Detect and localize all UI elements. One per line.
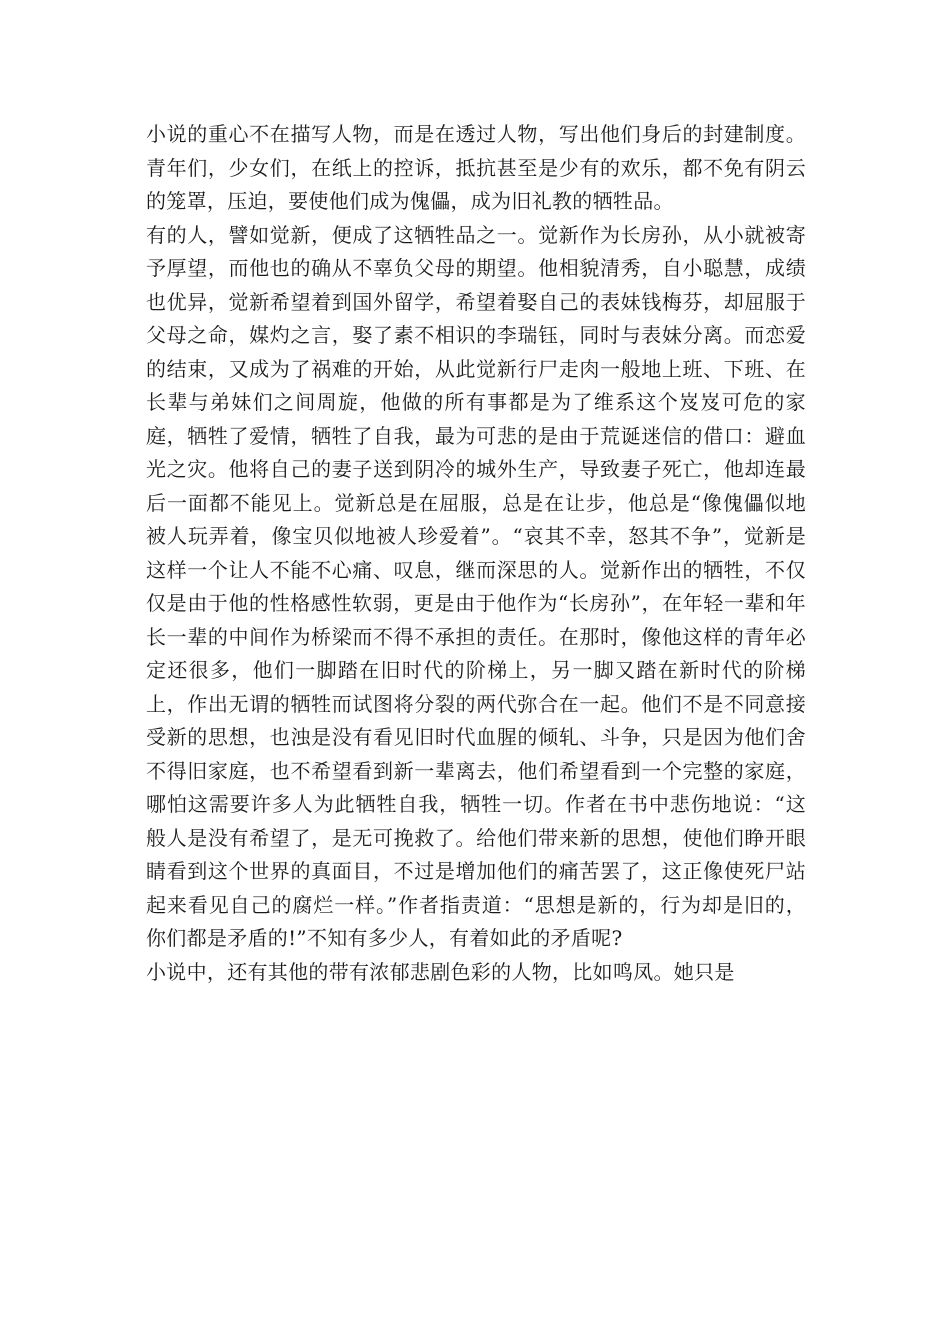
document-body bbox=[146, 118, 806, 989]
paragraph: 小说中，还有其他的带有浓郁悲剧色彩的人物，比如鸣凤。她只是 bbox=[146, 959, 735, 984]
paragraph: 小说的重心不在描写人物，而是在透过人物，写出他们身后的封建制度。青年们，少女们，在纸上的控诉，抵抗甚至是少有的欢乐，都不免有阴云的笼罩，压迫，要使他们成为傀儡，成为旧礼教的牺牲品。 bbox=[146, 122, 806, 213]
paragraph: 有的人，譬如觉新，便成了这牺牲品之一。觉新作为长房孙，从小就被寄予厚望，而他也的确从不辜负父母的期望。他相貌清秀，自小聪慧，成绩也优异，觉新希望着到国外留学，希望着娶自己的表妹钱梅芬，却屈服于父母之命，媒灼之言，娶了素不相识的李瑞钰，同时与表妹分离。而恋爱的结束，又成为了祸难的开始，从此觉新行尸走肉一般地上班、下班、在长辈与弟妹们之间周旋，他做的所有事都是为了维系这个岌岌可危的家庭，牺牲了爱情，牺牲了自我，最为可悲的是由于荒诞迷信的借口：避血光之灾。他将自己的妻子送到阴冷的城外生产，导致妻子死亡，他却连最后一面都不能见上。觉新总是在屈服，总是在让步，他总是“像傀儡似地被人玩弄着，像宝贝似地被人珍爱着”。“哀其不幸，怒其不争”，觉新是这样一个让人不能不心痛、叹息，继而深思的人。觉新作出的牺牲，不仅仅是由于他的性格感性软弱，更是由于他作为“长房孙”，在年轻一辈和年长一辈的中间作为桥梁而不得不承担的责任。在那时，像他这样的青年必定还很多，他们一脚踏在旧时代的阶梯上，另一脚又踏在新时代的阶梯上，作出无谓的牺牲而试图将分裂的两代弥合在一起。他们不是不同意接受新的思想，也浊是没有看见旧时代血腥的倾轧、斗争，只是因为他们舍不得旧家庭，也不希望看到新一辈离去，他们希望看到一个完整的家庭，哪怕这需要许多人为此牺牲自我，牺牲一切。作者在书中悲伤地说：“这般人是没有希望了，是无可挽救了。给他们带来新的思想，使他们睁开眼睛看到这个世界的真面目，不过是增加他们的痛苦罢了，这正像使死尸站起来看见自己的腐烂一样。”作者指责道：“思想是新的，行为却是旧的，你们都是矛盾的!”不知有多少人，有着如此的矛盾呢? bbox=[146, 222, 806, 950]
